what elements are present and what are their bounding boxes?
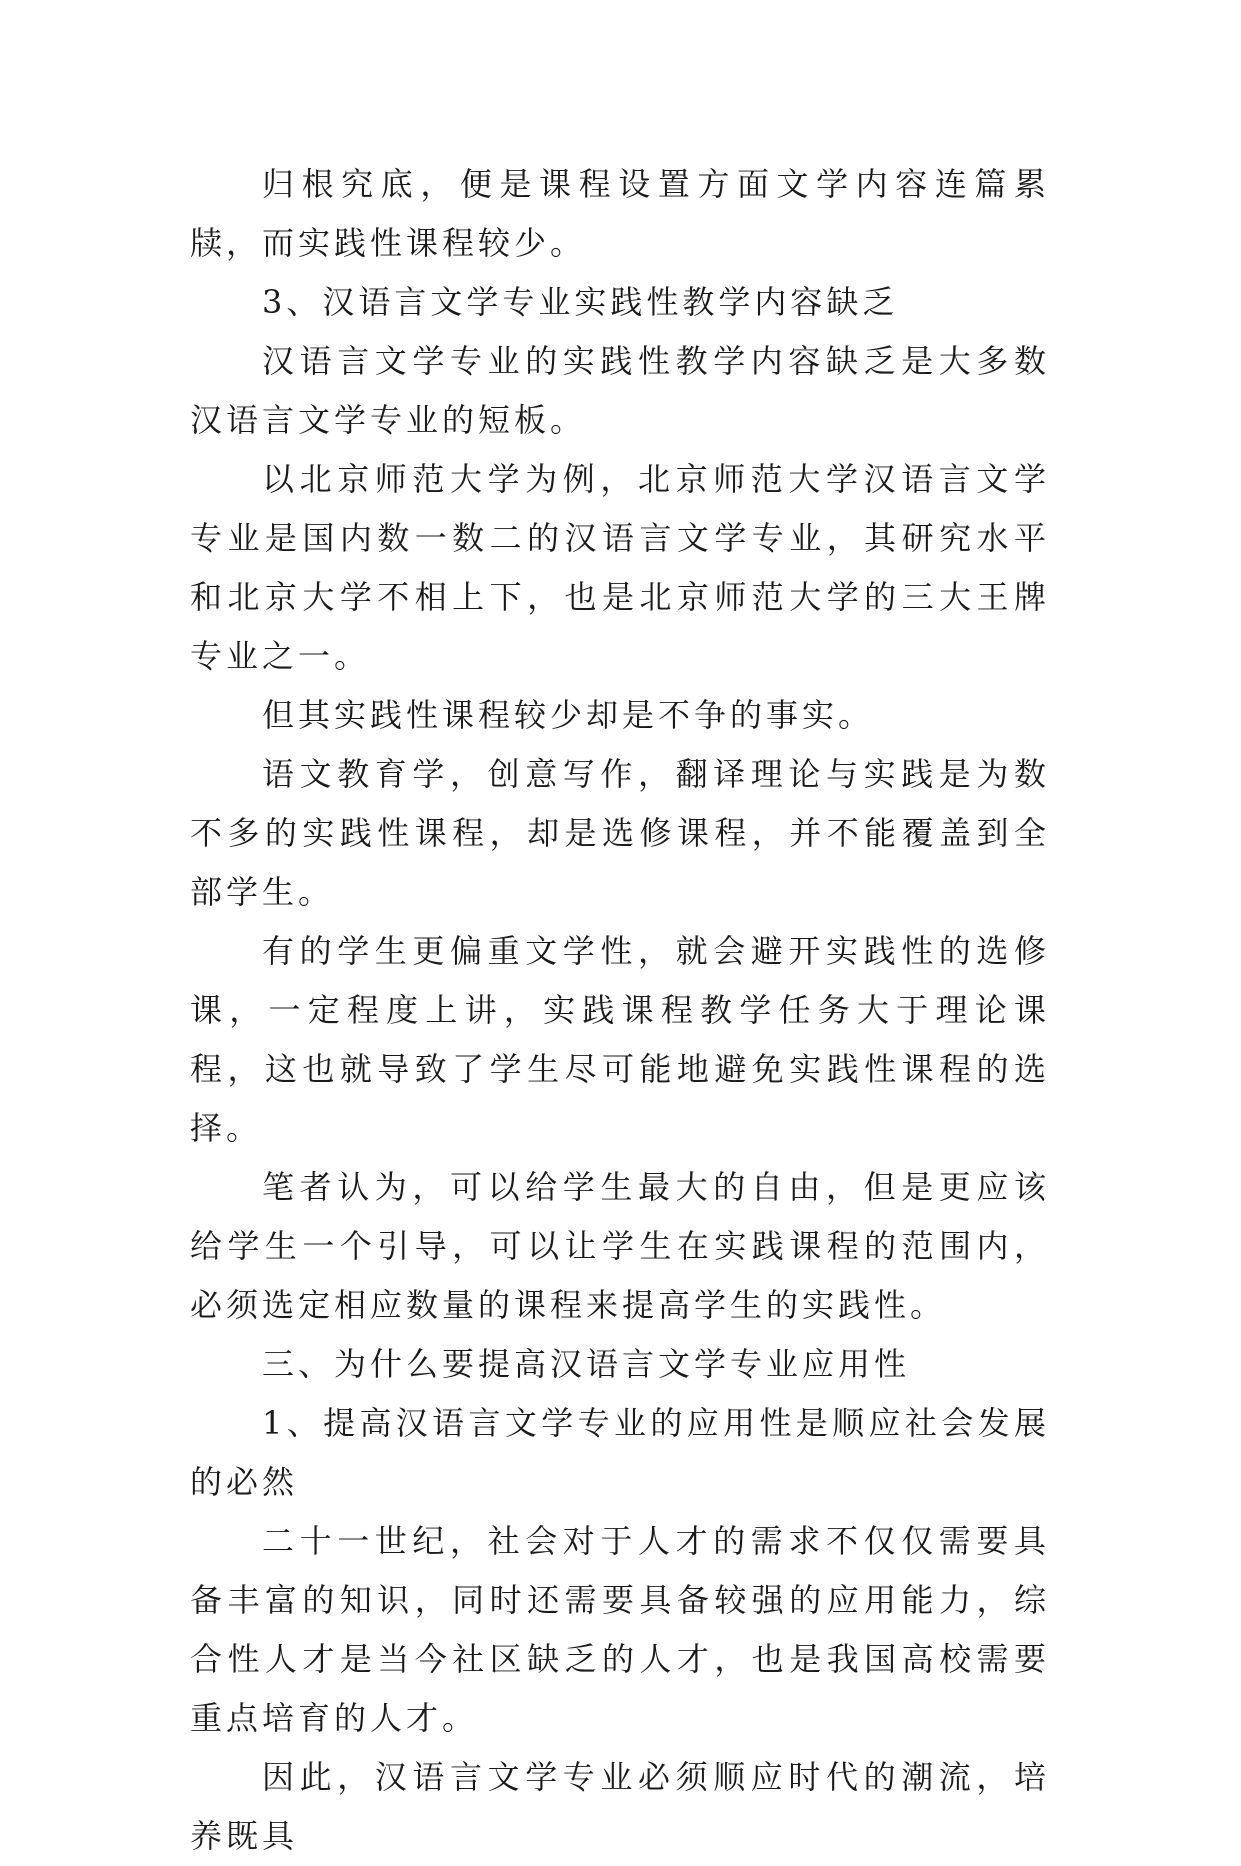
section-heading-3: 3、汉语言文学专业实践性教学内容缺乏 bbox=[262, 283, 899, 321]
paragraph-8: 二十一世纪，社会对于人才的需求不仅仅需要具备丰富的知识，同时还需要具备较强的应用能力，综合性人才是当今社区缺乏的人才，也是我国高校需要重点培育的人才。 bbox=[190, 1522, 1050, 1737]
paragraph-7: 笔者认为，可以给学生最大的自由，但是更应该给学生一个引导，可以让学生在实践课程的范围内，必须选定相应数量的课程来提高学生的实践性。 bbox=[190, 1168, 1050, 1324]
paragraph-2: 汉语言文学专业的实践性教学内容缺乏是大多数汉语言文学专业的短板。 bbox=[190, 342, 1050, 439]
chapter-heading-3: 三、为什么要提高汉语言文学专业应用性 bbox=[262, 1345, 911, 1383]
paragraph-5: 语文教育学，创意写作，翻译理论与实践是为数不多的实践性课程，却是选修课程，并不能覆盖到全部学生。 bbox=[190, 755, 1050, 911]
section-heading-1: 1、提高汉语言文学专业的应用性是顺应社会发展的必然 bbox=[190, 1404, 1050, 1501]
paragraph-9: 因此，汉语言文学专业必须顺应时代的潮流，培养既具 bbox=[190, 1758, 1050, 1855]
paragraph-6: 有的学生更偏重文学性，就会避开实践性的选修课，一定程度上讲，实践课程教学任务大于理论课程，这也就导致了学生尽可能地避免实践性课程的选择。 bbox=[190, 932, 1050, 1147]
paragraph-1: 归根究底，便是课程设置方面文学内容连篇累牍，而实践性课程较少。 bbox=[190, 165, 1050, 262]
paragraph-4: 但其实践性课程较少却是不争的事实。 bbox=[262, 696, 875, 734]
paragraph-3: 以北京师范大学为例，北京师范大学汉语言文学专业是国内数一数二的汉语言文学专业，其研究水平和北京大学不相上下，也是北京师范大学的三大王牌专业之一。 bbox=[190, 460, 1050, 675]
document-page bbox=[190, 155, 1050, 1866]
